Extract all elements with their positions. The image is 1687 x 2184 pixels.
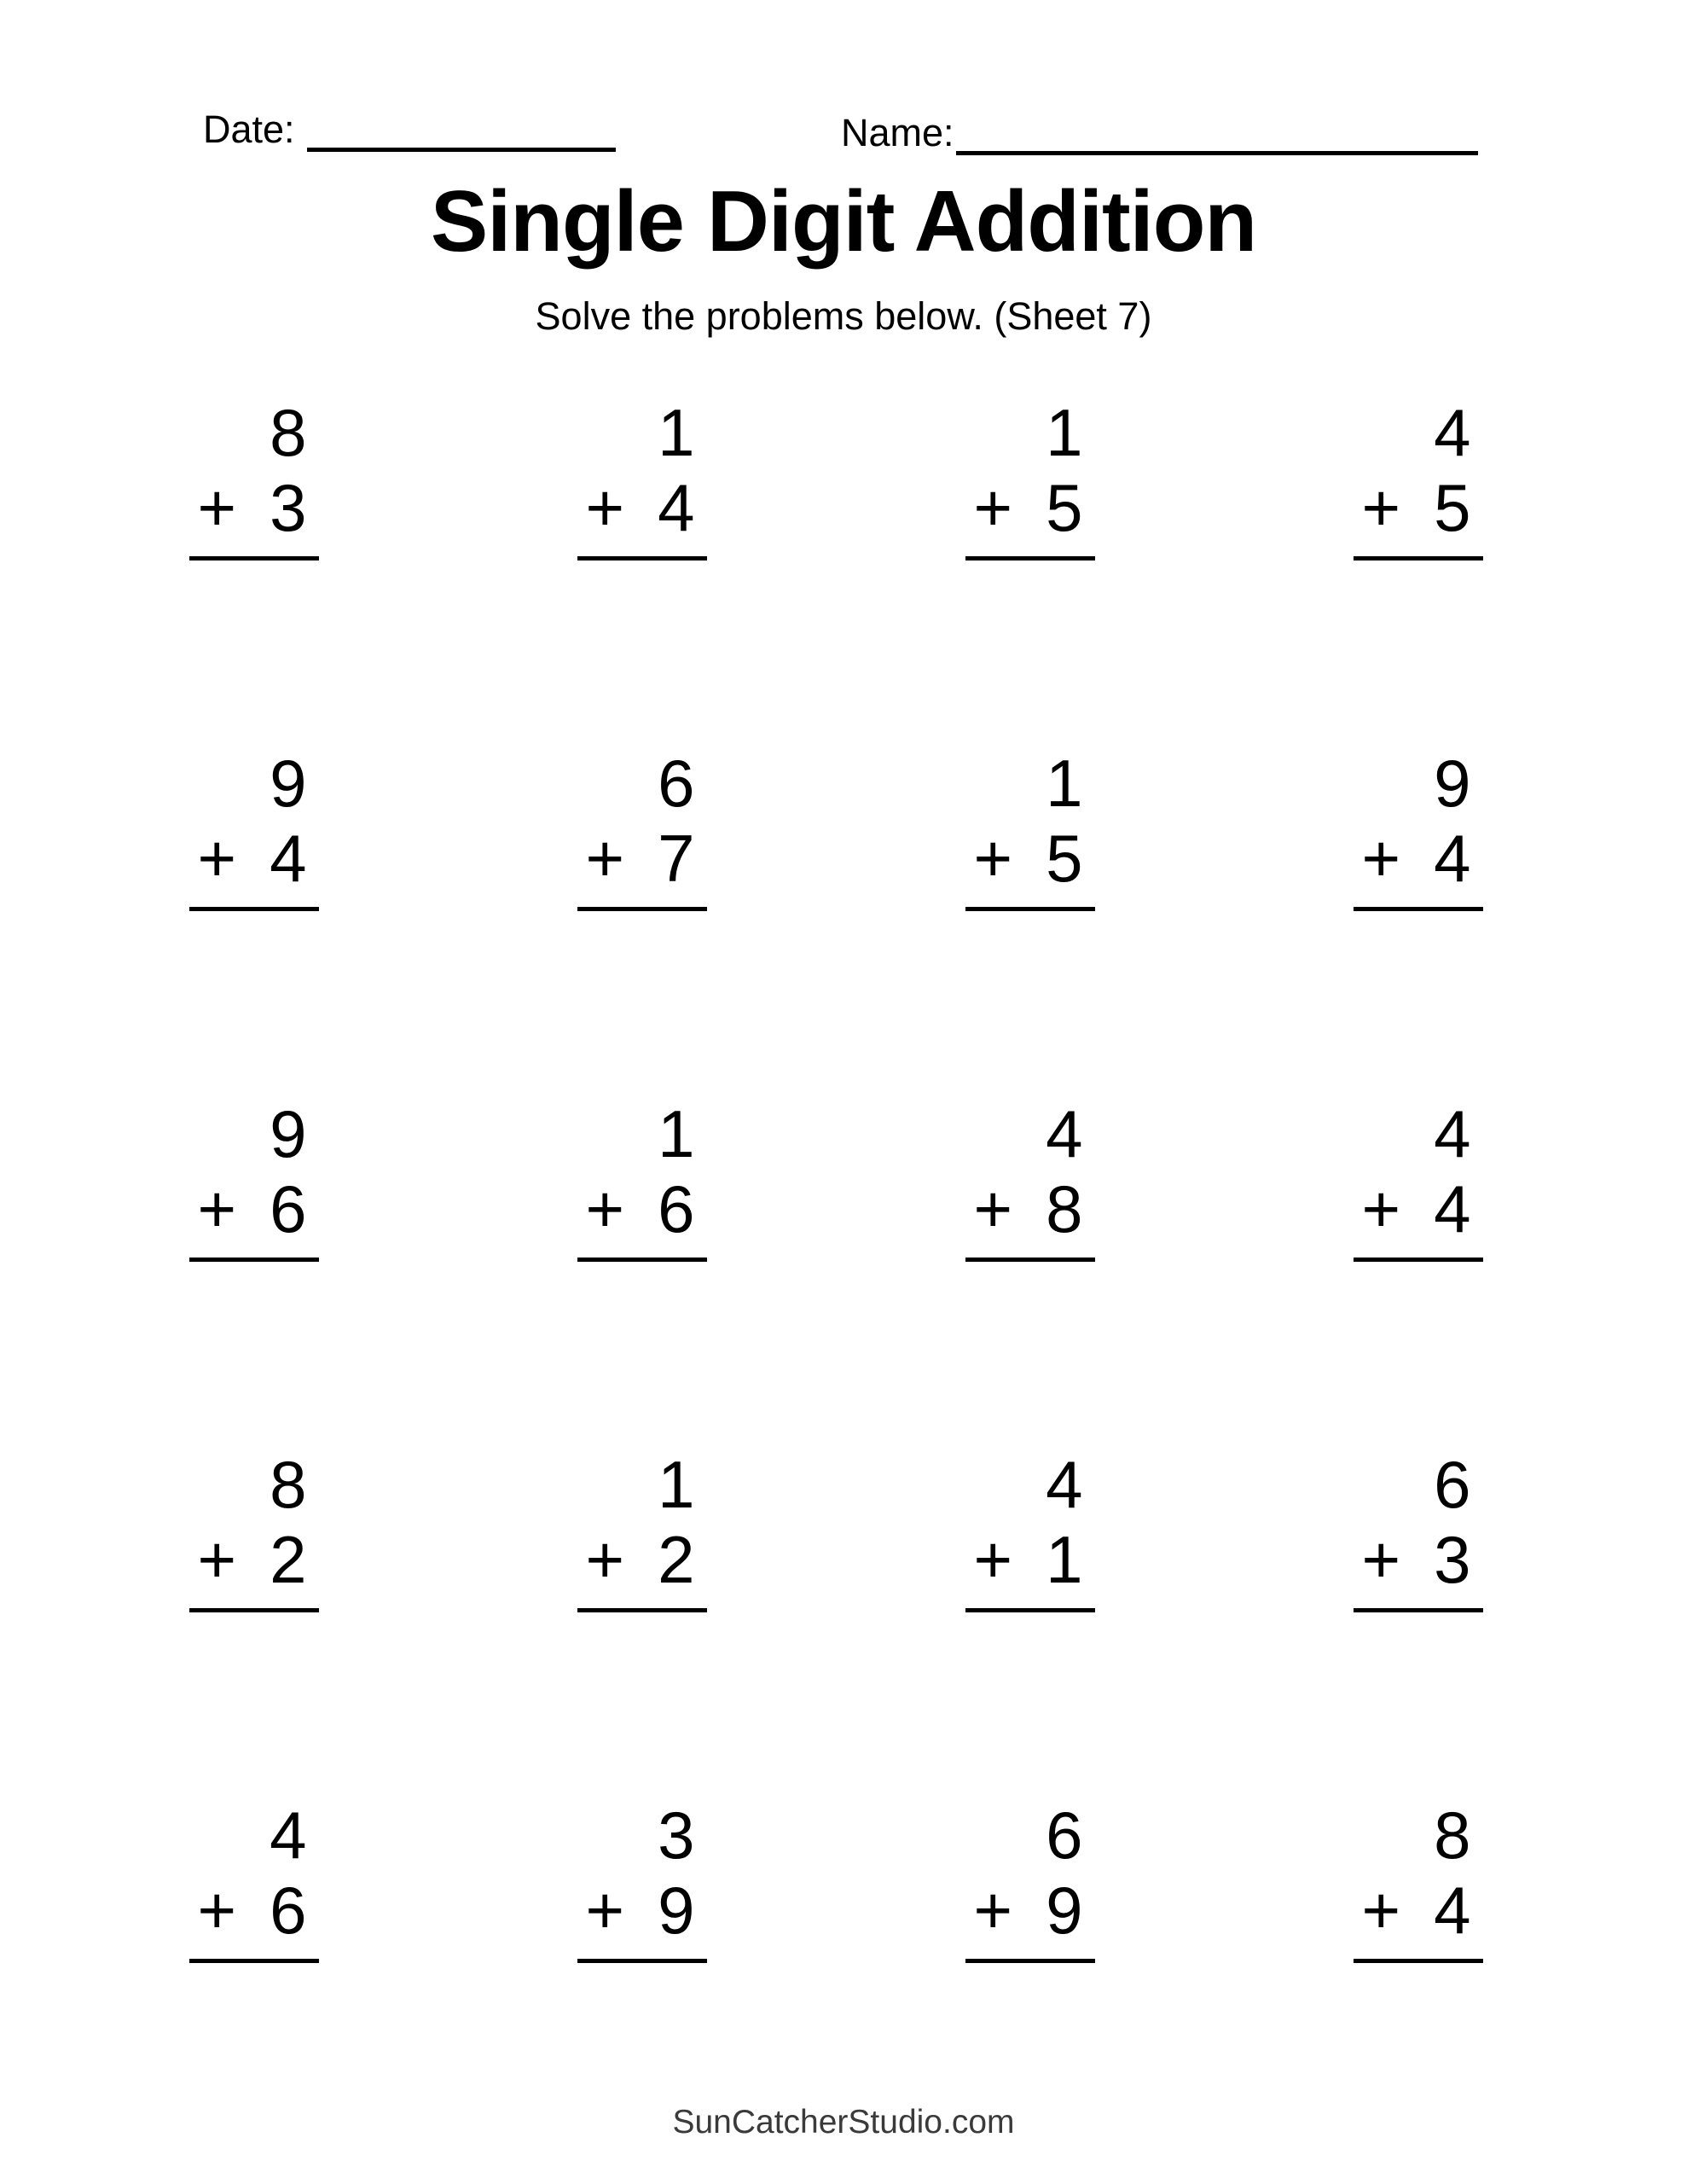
bottom-row bbox=[189, 1868, 319, 1948]
bottom-addend: 2 bbox=[658, 1522, 695, 1597]
top-addend: 9 bbox=[1434, 746, 1471, 821]
plus-sign: + bbox=[973, 821, 1013, 896]
bottom-addend: 4 bbox=[1434, 1873, 1471, 1948]
bottom-row bbox=[577, 1167, 707, 1246]
date-field bbox=[203, 107, 616, 152]
addition-problem bbox=[189, 746, 319, 911]
bottom-row bbox=[577, 1518, 707, 1597]
name-blank-line bbox=[956, 113, 1478, 155]
addition-problem bbox=[577, 1798, 707, 1963]
addition-problem bbox=[189, 1798, 319, 1963]
addition-problem bbox=[965, 746, 1095, 911]
bottom-row bbox=[965, 1868, 1095, 1948]
addition-problem bbox=[189, 395, 319, 561]
bottom-addend: 7 bbox=[658, 821, 695, 896]
bottom-row bbox=[1354, 816, 1483, 896]
top-addend: 4 bbox=[1046, 1447, 1083, 1522]
answer-line bbox=[1354, 907, 1483, 911]
answer-line bbox=[189, 907, 319, 911]
answer-line bbox=[1354, 1959, 1483, 1963]
top-addend: 1 bbox=[658, 1447, 695, 1522]
plus-sign: + bbox=[585, 1522, 625, 1597]
bottom-row bbox=[1354, 1868, 1483, 1948]
addition-problem bbox=[189, 1447, 319, 1612]
top-addend: 4 bbox=[1434, 395, 1471, 470]
plus-sign: + bbox=[1361, 1522, 1401, 1597]
addition-problem bbox=[1354, 1096, 1483, 1262]
plus-sign: + bbox=[1361, 470, 1401, 545]
answer-line bbox=[189, 1608, 319, 1612]
plus-sign: + bbox=[197, 1873, 237, 1948]
top-addend: 4 bbox=[1434, 1096, 1471, 1171]
top-addend: 9 bbox=[270, 746, 307, 821]
bottom-row bbox=[965, 816, 1095, 896]
top-addend: 8 bbox=[270, 1447, 307, 1522]
page-subtitle: Solve the problems below. (Sheet 7) bbox=[535, 294, 1152, 338]
bottom-addend: 5 bbox=[1046, 821, 1083, 896]
plus-sign: + bbox=[973, 1522, 1013, 1597]
answer-line bbox=[965, 1608, 1095, 1612]
top-addend: 6 bbox=[1046, 1798, 1083, 1873]
top-addend: 1 bbox=[658, 1096, 695, 1171]
bottom-row bbox=[189, 1518, 319, 1597]
bottom-row bbox=[1354, 466, 1483, 545]
top-addend: 1 bbox=[658, 395, 695, 470]
top-addend: 4 bbox=[270, 1798, 307, 1873]
answer-line bbox=[189, 556, 319, 561]
footer-website: SunCatcherStudio.com bbox=[672, 2104, 1015, 2140]
answer-line bbox=[965, 556, 1095, 561]
bottom-addend: 4 bbox=[1434, 1171, 1471, 1246]
bottom-addend: 6 bbox=[270, 1171, 307, 1246]
addition-problem bbox=[577, 395, 707, 561]
top-addend: 1 bbox=[1046, 395, 1083, 470]
bottom-row bbox=[577, 466, 707, 545]
bottom-addend: 8 bbox=[1046, 1171, 1083, 1246]
bottom-addend: 6 bbox=[658, 1171, 695, 1246]
addition-problem bbox=[577, 1096, 707, 1262]
bottom-addend: 5 bbox=[1434, 470, 1471, 545]
bottom-addend: 4 bbox=[658, 470, 695, 545]
addition-problem bbox=[1354, 746, 1483, 911]
addition-problem bbox=[965, 1096, 1095, 1262]
answer-line bbox=[965, 907, 1095, 911]
bottom-addend: 2 bbox=[270, 1522, 307, 1597]
plus-sign: + bbox=[585, 470, 625, 545]
addition-problem bbox=[965, 395, 1095, 561]
plus-sign: + bbox=[973, 470, 1013, 545]
answer-line bbox=[189, 1959, 319, 1963]
plus-sign: + bbox=[197, 821, 237, 896]
plus-sign: + bbox=[973, 1873, 1013, 1948]
plus-sign: + bbox=[1361, 821, 1401, 896]
plus-sign: + bbox=[1361, 1873, 1401, 1948]
answer-line bbox=[577, 556, 707, 561]
bottom-addend: 1 bbox=[1046, 1522, 1083, 1597]
bottom-addend: 3 bbox=[270, 470, 307, 545]
problems-grid bbox=[60, 395, 1612, 2152]
bottom-addend: 9 bbox=[658, 1873, 695, 1948]
addition-problem bbox=[1354, 1798, 1483, 1963]
top-addend: 3 bbox=[658, 1798, 695, 1873]
top-addend: 4 bbox=[1046, 1096, 1083, 1171]
answer-line bbox=[577, 1608, 707, 1612]
page-title: Single Digit Addition bbox=[430, 174, 1257, 270]
top-addend: 1 bbox=[1046, 746, 1083, 821]
bottom-row bbox=[577, 816, 707, 896]
plus-sign: + bbox=[1361, 1171, 1401, 1246]
bottom-row bbox=[189, 1167, 319, 1246]
answer-line bbox=[189, 1258, 319, 1262]
addition-problem bbox=[577, 1447, 707, 1612]
plus-sign: + bbox=[973, 1171, 1013, 1246]
top-addend: 6 bbox=[1434, 1447, 1471, 1522]
bottom-addend: 5 bbox=[1046, 470, 1083, 545]
addition-problem bbox=[965, 1447, 1095, 1612]
date-label: Date: bbox=[203, 107, 295, 151]
bottom-row bbox=[189, 816, 319, 896]
name-field bbox=[841, 111, 1478, 155]
addition-problem bbox=[1354, 1447, 1483, 1612]
answer-line bbox=[577, 1258, 707, 1262]
bottom-addend: 4 bbox=[1434, 821, 1471, 896]
answer-line bbox=[965, 1258, 1095, 1262]
answer-line bbox=[1354, 556, 1483, 561]
plus-sign: + bbox=[197, 1522, 237, 1597]
plus-sign: + bbox=[197, 1171, 237, 1246]
top-addend: 6 bbox=[658, 746, 695, 821]
top-addend: 8 bbox=[1434, 1798, 1471, 1873]
bottom-row bbox=[1354, 1167, 1483, 1246]
addition-problem bbox=[577, 746, 707, 911]
plus-sign: + bbox=[585, 821, 625, 896]
addition-problem bbox=[1354, 395, 1483, 561]
bottom-addend: 6 bbox=[270, 1873, 307, 1948]
bottom-row bbox=[189, 466, 319, 545]
top-addend: 9 bbox=[270, 1096, 307, 1171]
bottom-row bbox=[1354, 1518, 1483, 1597]
plus-sign: + bbox=[197, 470, 237, 545]
bottom-addend: 4 bbox=[270, 821, 307, 896]
date-blank-line bbox=[307, 109, 616, 152]
top-addend: 8 bbox=[270, 395, 307, 470]
addition-problem bbox=[189, 1096, 319, 1262]
name-label: Name: bbox=[841, 111, 954, 154]
addition-problem bbox=[965, 1798, 1095, 1963]
bottom-addend: 9 bbox=[1046, 1873, 1083, 1948]
bottom-addend: 3 bbox=[1434, 1522, 1471, 1597]
bottom-row bbox=[577, 1868, 707, 1948]
bottom-row bbox=[965, 1167, 1095, 1246]
answer-line bbox=[577, 907, 707, 911]
answer-line bbox=[965, 1959, 1095, 1963]
answer-line bbox=[1354, 1608, 1483, 1612]
plus-sign: + bbox=[585, 1171, 625, 1246]
answer-line bbox=[577, 1959, 707, 1963]
plus-sign: + bbox=[585, 1873, 625, 1948]
bottom-row bbox=[965, 1518, 1095, 1597]
answer-line bbox=[1354, 1258, 1483, 1262]
bottom-row bbox=[965, 466, 1095, 545]
